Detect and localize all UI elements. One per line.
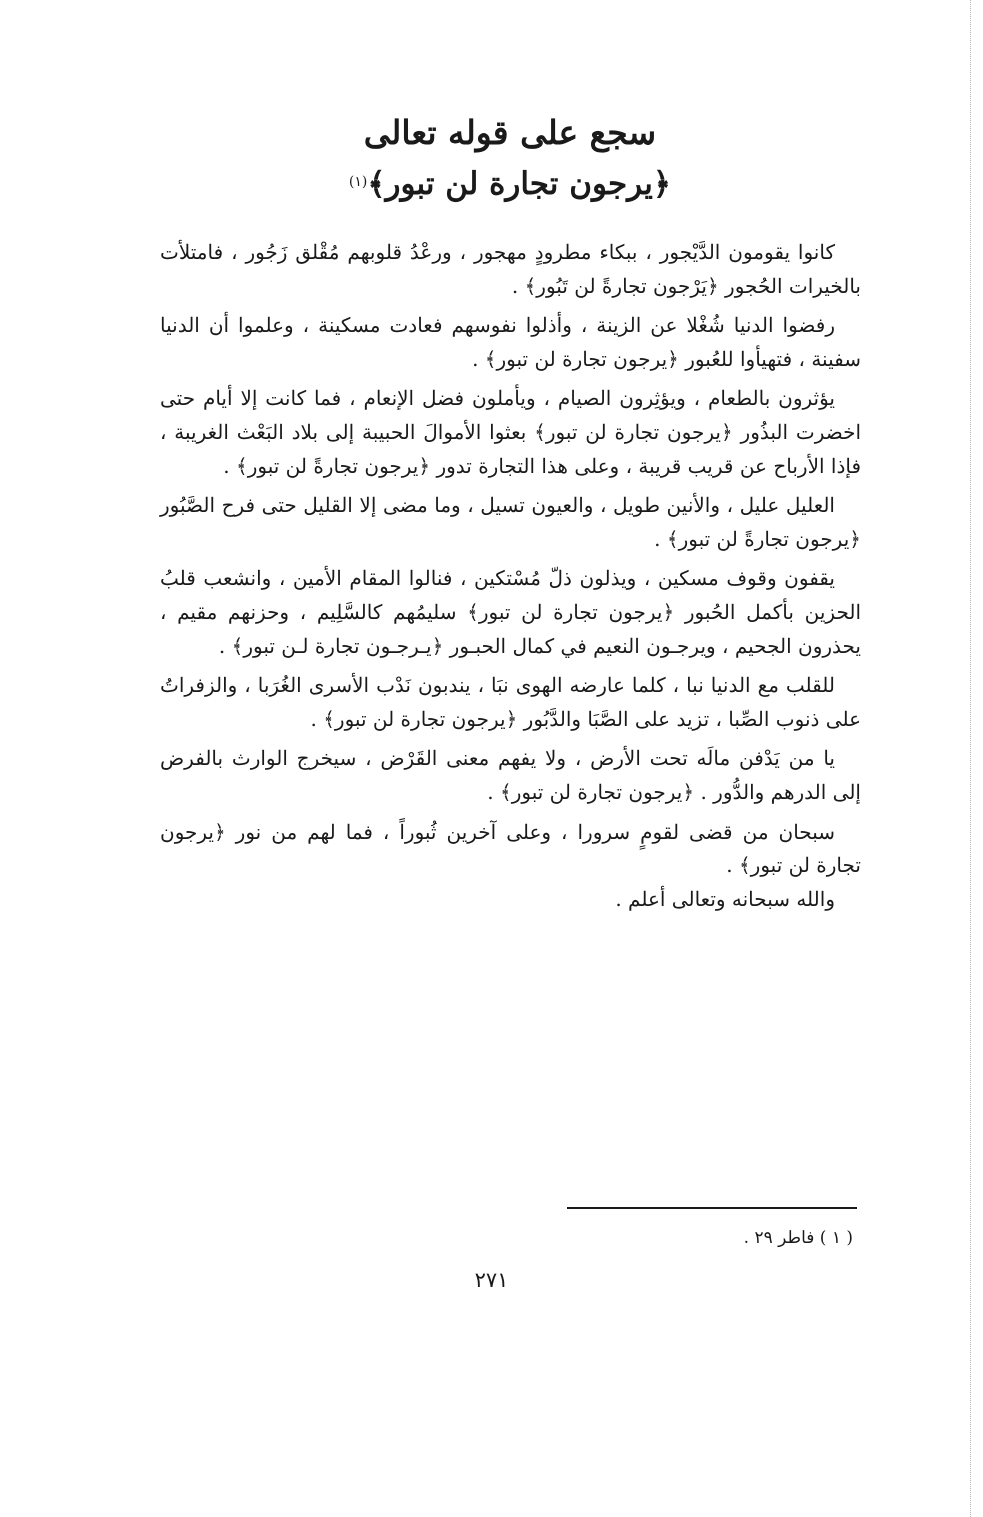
paragraph-7: يا من يَدْفن مالَه تحت الأرض ، ولا يفهم معنى القَرْض ، سيخرج الوارث بالفرض إلى الدرهم والدُّور . ﴿يرجون تجارة لن تبور﴾ . (160, 746, 861, 804)
paragraph-8: سبحان من قضى لقومٍ سرورا ، وعلى آخرين ثُبوراً ، فما لهم من نور ﴿يرجون تجارة لن تبور﴾ . (160, 819, 861, 878)
footnote-reference-marker: (١) (348, 174, 368, 190)
paragraph-5: يقفون وقوف مسكين ، ويذلون ذلّ مُسْتكين ، فنالوا المقام الأمين ، وانشعب قلبُ الحزين بأكمل الحُبور ﴿يرجون تجارة لن تبور﴾ سليمُهم كالسَّلِيم ، وحزنهم مقيم ، يحذرون الجحيم ، ويرجـون النعيم في كمال الحبـور ﴿يـرجـون تجارة لـن تبور﴾ . (160, 566, 861, 658)
paragraph-2: رفضوا الدنيا شُغْلا عن الزينة ، وأذلوا نفوسهم فعادت مسكينة ، وعلموا أن الدنيا سفينة ، فتهيأوا للعُبور ﴿يرجون تجارة لن تبور﴾ . (160, 313, 861, 371)
paragraph-3: يؤثرون بالطعام ، ويؤثِرون الصيام ، ويأملون فضل الإنعام ، فما كانت إلا أيام حتى اخضرت البذُور ﴿يرجون تجارة لن تبور﴾ بعثوا الأموالَ الحبيبة إلى بلاد البَعْث الغريبة ، فإذا الأرباح عن قريب قريبة ، وعلى هذا التجارة تدور ﴿يرجون تجارةً لن تبور﴾ . (160, 386, 861, 478)
footnote-text: ( ١ ) فاطر ٢٩ . (743, 1228, 853, 1248)
footnote-divider (567, 1207, 857, 1209)
paragraph-1: كانوا يقومون الدَّيْجور ، ببكاء مطرودٍ مهجور ، ورعْدُ قلوبهم مُقْلق زَجُور ، فامتلأت بالخيرات الحُجور ﴿يَرْجون تجارةً لن تَبُور﴾ . (160, 240, 861, 298)
heading-line-2 (160, 158, 860, 210)
body-text (160, 236, 861, 916)
paragraph-4: العليل عليل ، والأنين طويل ، والعيون تسيل ، وما مضى إلا القليل حتى فرح الصَّبُور ﴿يرجون تجارةً لن تبور﴾ . (160, 493, 861, 551)
chapter-heading (160, 108, 860, 210)
closing-line: والله سبحانه وتعالى أعلم . (615, 886, 835, 911)
paragraph-6: للقلب مع الدنيا نبا ، كلما عارضه الهوى نبَا ، يندبون نَدْب الأسرى الغُرَبا ، والزفراتُ على ذنوب الصِّبا ، تزيد على الصَّبَا والدَّبُور ﴿يرجون تجارة لن تبور﴾ . (160, 673, 861, 731)
heading-line-1: سجع على قوله تعالى (363, 113, 657, 152)
page-number: ٢٧١ (474, 1268, 509, 1292)
heading-verse: ﴿يرجون تجارة لن تبور﴾ (367, 166, 672, 202)
